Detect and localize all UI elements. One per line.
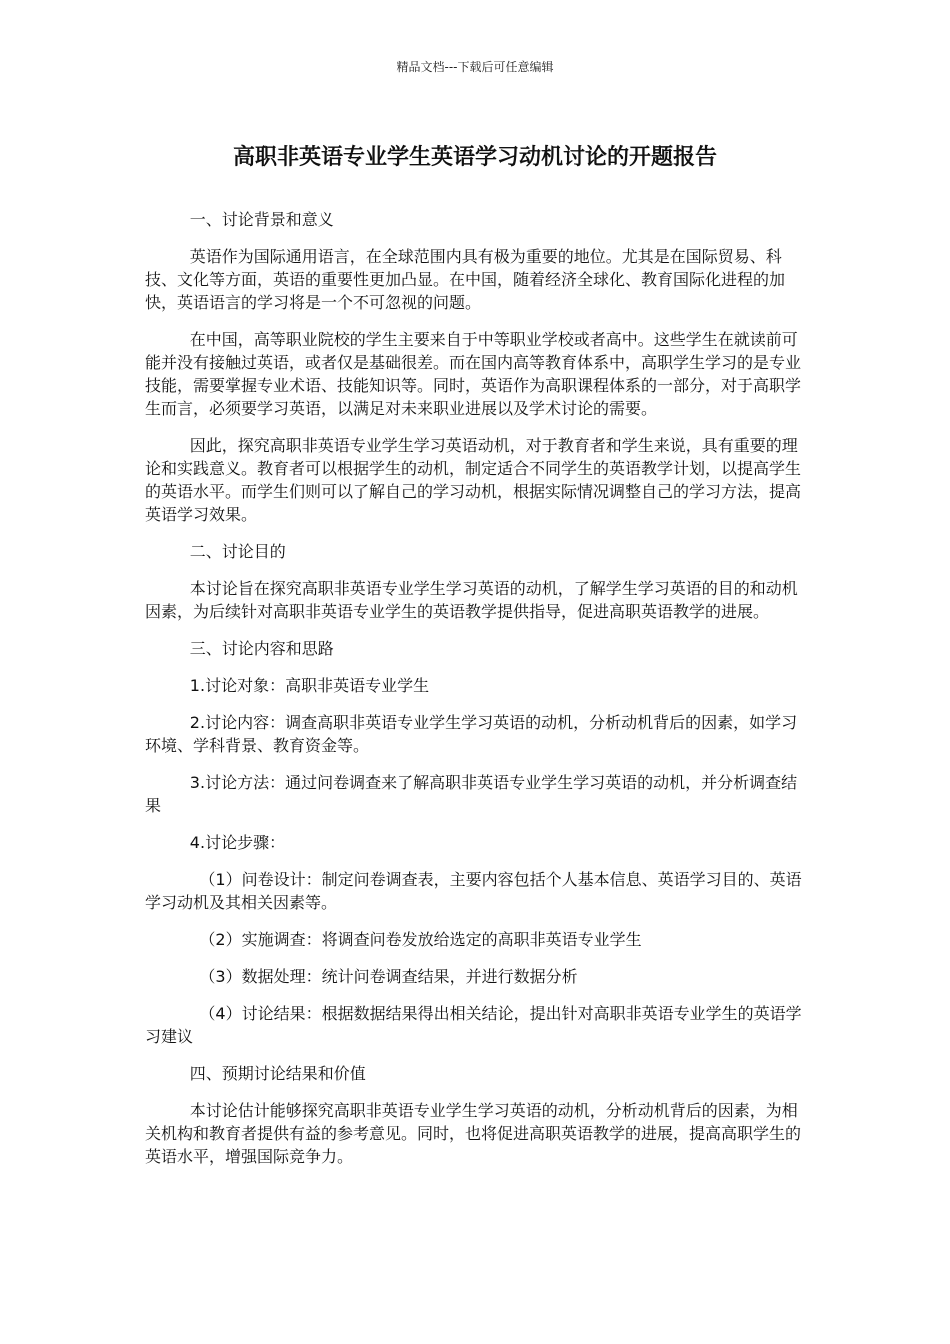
body-paragraph: 在中国，高等职业院校的学生主要来自于中等职业学校或者高中。这些学生在就读前可能并没有接触过英语，或者仅是基础很差。而在国内高等教育体系中，高职学生学习的是专业技能，需要掌握专业术语、技能知识等。同时，英语作为高职课程体系的一部分，对于高职学生而言，必须要学习英语，以满足对未来职业进展以及学术讨论的需要。 bbox=[145, 330, 802, 418]
list-item: 3.讨论方法：通过问卷调查来了解高职非英语专业学生学习英语的动机，并分析调查结果 bbox=[145, 773, 798, 815]
sub-list-item: （4）讨论结果：根据数据结果得出相关结论，提出针对高职非英语专业学生的英语学习建议 bbox=[145, 1004, 802, 1046]
document-body bbox=[145, 208, 810, 1182]
section-heading: 四、预期讨论结果和价值 bbox=[189, 1064, 366, 1083]
section-heading: 一、讨论背景和意义 bbox=[189, 210, 334, 229]
sub-list-item: （1）问卷设计：制定问卷调查表，主要内容包括个人基本信息、英语学习目的、英语学习动机及其相关因素等。 bbox=[145, 870, 802, 912]
sub-list-item: （2）实施调查：将调查问卷发放给选定的高职非英语专业学生 bbox=[199, 930, 642, 949]
section-heading: 二、讨论目的 bbox=[189, 542, 286, 561]
body-paragraph: 英语作为国际通用语言，在全球范围内具有极为重要的地位。尤其是在国际贸易、科技、文化等方面，英语的重要性更加凸显。在中国，随着经济全球化、教育国际化进程的加快，英语语言的学习将是一个不可忽视的问题。 bbox=[145, 247, 786, 312]
header-note: 精品文档---下载后可任意编辑 bbox=[396, 60, 554, 74]
document-title: 高职非英语专业学生英语学习动机讨论的开题报告 bbox=[232, 145, 717, 170]
body-paragraph: 本讨论估计能够探究高职非英语专业学生学习英语的动机，分析动机背后的因素，为相关机构和教育者提供有益的参考意见。同时，也将促进高职英语教学的进展，提高高职学生的英语水平，增强国际竞争力。 bbox=[145, 1101, 802, 1166]
list-item: 1.讨论对象：高职非英语专业学生 bbox=[189, 676, 430, 695]
body-paragraph: 因此，探究高职非英语专业学生学习英语动机，对于教育者和学生来说，具有重要的理论和实践意义。教育者可以根据学生的动机，制定适合不同学生的英语教学计划，以提高学生的英语水平。而学生们则可以了解自己的学习动机，根据实际情况调整自己的学习方法，提高英语学习效果。 bbox=[145, 436, 802, 524]
list-item: 4.讨论步骤： bbox=[189, 833, 286, 852]
body-paragraph: 本讨论旨在探究高职非英语专业学生学习英语的动机，了解学生学习英语的目的和动机因素，为后续针对高职非英语专业学生的英语教学提供指导，促进高职英语教学的进展。 bbox=[145, 579, 798, 621]
section-heading: 三、讨论内容和思路 bbox=[189, 639, 334, 658]
list-item: 2.讨论内容：调查高职非英语专业学生学习英语的动机，分析动机背后的因素，如学习环境、学科背景、教育资金等。 bbox=[145, 713, 798, 755]
sub-list-item: （3）数据处理：统计问卷调查结果，并进行数据分析 bbox=[199, 967, 578, 986]
